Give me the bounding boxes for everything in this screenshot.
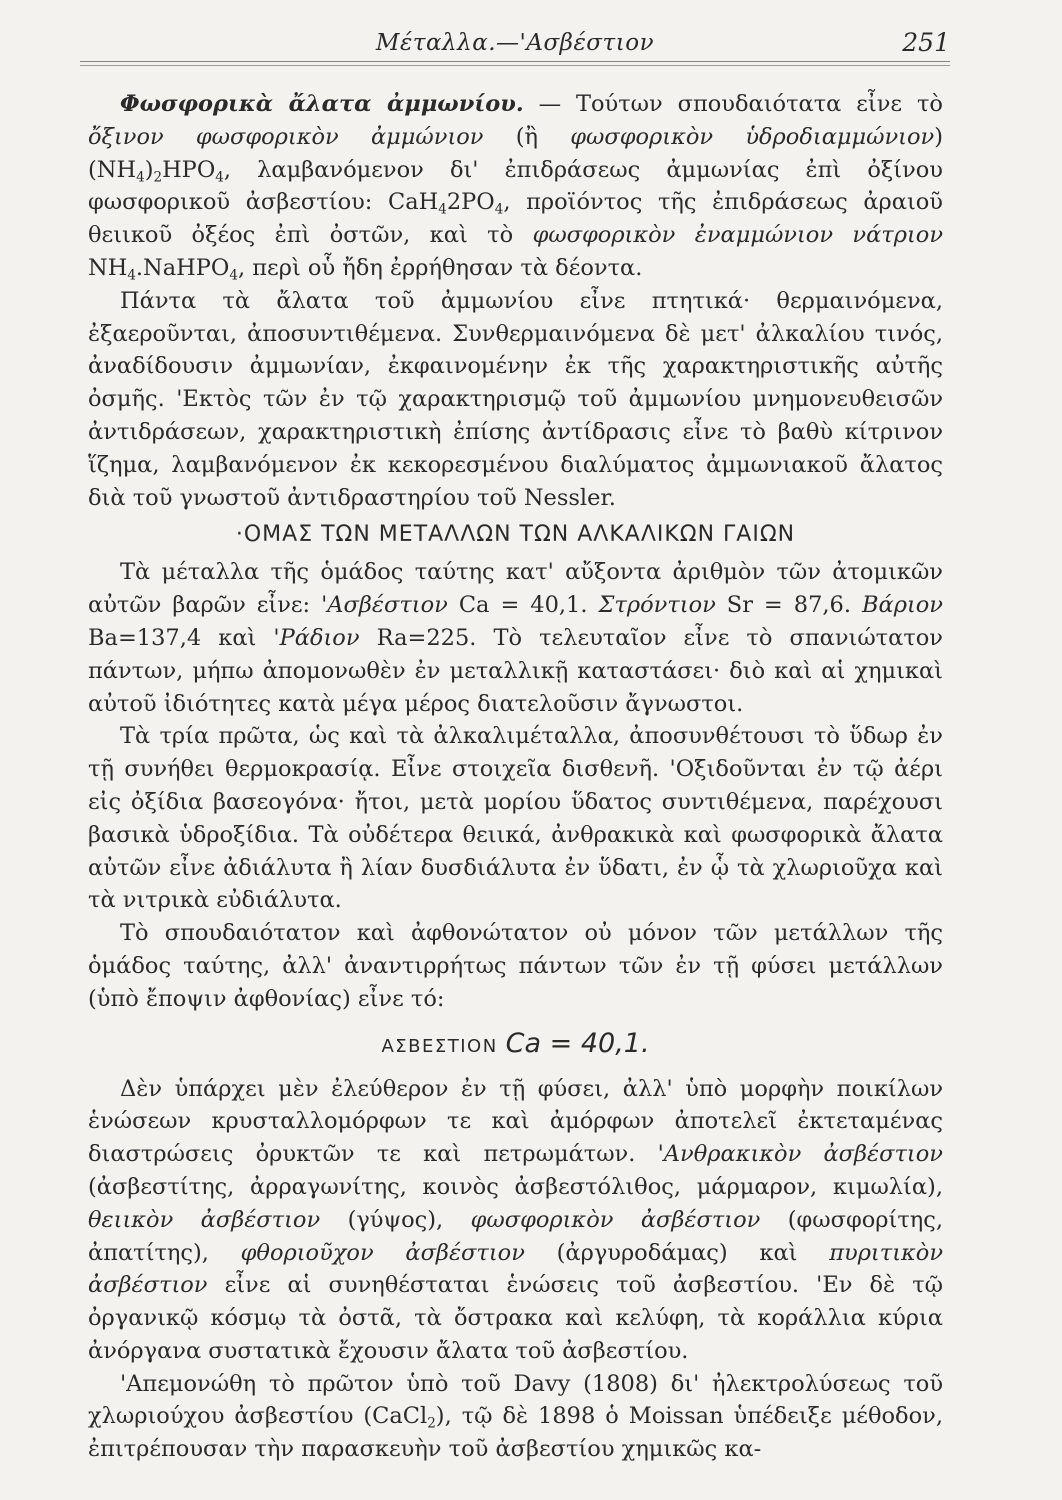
paragraph-calcium-isolation: [88, 1368, 943, 1466]
text-run: (ἢ: [483, 123, 571, 150]
text-run: (γύψος),: [320, 1206, 471, 1233]
subscript: 4: [127, 267, 136, 284]
text-run: Δὲν ὑπάρχει μὲν ἐλεύθερον ἐν τῇ φύσει, ἀλλ' ὑπὸ μορφὴν ποικίλων ἑνώσεων κρυσταλλομόρφων τε καὶ ἀμόρφων ἀποτελεῖ ἐκτεταμένας διαστρώσεις ὀρυκτῶν τε καὶ πετρωμάτων.: [88, 1075, 943, 1168]
header-rule: [80, 61, 950, 66]
page-header: [80, 20, 950, 66]
subscript: 2: [153, 169, 163, 186]
italic-term: Βάριον: [861, 592, 943, 619]
italic-term: πυριτικὸν ἀσβέστιον: [88, 1239, 943, 1299]
paragraph-title: Φωσφορικὰ ἄλατα ἀμμωνίου.: [120, 91, 524, 117]
text-run: Τὰ μέταλλα τῆς ὁμάδος ταύτης κατ' αὔξοντα ἀριθμὸν τῶν ἀτομικῶν αὐτῶν βαρῶν εἶνε:: [88, 559, 943, 619]
text-run: Ba=137,4 καὶ: [88, 624, 274, 651]
text-run: , περὶ οὗ ἤδη ἐρρήθησαν τὰ δέοντα.: [237, 254, 643, 281]
italic-term: 'Ασβέστιον: [321, 592, 448, 619]
italic-term: 'Ανθρακικὸν ἀσβέστιον: [657, 1141, 943, 1168]
italic-term: φωσφορικὸν ἀσβέστιον: [470, 1206, 761, 1233]
text-run: εἶνε αἱ συνηθέσταται ἑνώσεις τοῦ ἀσβεστίου. 'Εν δὲ τῷ ὀργανικῷ κόσμῳ τὰ ὀστᾶ, τὰ ὄστρακα καὶ κελύφη, τὰ κοράλλια κύρια ἀνόργανα συστατικὰ ἔχουσιν ἄλατα τοῦ ἀσβεστίου.: [88, 1272, 943, 1364]
subscript: 4: [215, 169, 224, 186]
page-body: [88, 88, 943, 1466]
text-run: (φωσφορίτης, ἀπατίτης),: [88, 1206, 944, 1266]
italic-term: φωσφορικὸν ὑδροδιαμμώνιον: [570, 123, 935, 150]
text-run: Ra=225. Τὸ τελευταῖον εἶνε τὸ σπανιώτατον πάντων, μήπω ἀπομονωθὲν ἐν μεταλλικῇ καταστάσει· διὸ καὶ αἱ χημικαὶ αὐτοῦ ἰδιότητες κατὰ μέγα μέρος διατελοῦσιν ἄγνωστοι.: [88, 624, 943, 717]
italic-term: 'Ράδιον: [273, 624, 360, 651]
text-run: 'Απεμονώθη τὸ πρῶτον ὑπὸ τοῦ Davy (1808) δι' ἠλεκτρολύσεως τοῦ χλωριούχου ἀσβεστίου (CaCl: [88, 1370, 943, 1430]
element-heading: [88, 1024, 943, 1067]
text-run: ) (NH: [88, 123, 943, 183]
text-run: Ca = 40,1.: [447, 592, 599, 619]
italic-term: Στρόντιον: [598, 592, 716, 619]
text-run: ), τῷ δὲ 1898 ὁ Moissan ὑπέδειξε μέθοδον, ἐπιτρέπουσαν τὴν παρασκευὴν τοῦ ἀσβεστίου χημικῶς κα-: [88, 1403, 943, 1463]
subscript: 4: [229, 267, 238, 284]
text-run: (ἀσβεστίτης, ἀρραγωνίτης, κοινὸς ἀσβεστόλιθος, μάρμαρον, κιμωλία),: [88, 1173, 943, 1200]
subscript: 4: [136, 169, 145, 186]
text-run: Sr = 87,6.: [715, 592, 862, 619]
text-run: NH: [88, 254, 128, 281]
text-run: 2PO: [446, 189, 495, 216]
italic-term: ὄξινον φωσφορικὸν ἀμμώνιον: [88, 123, 484, 150]
text-run: , προϊόντος τῆς ἐπιδράσεως ἀραιοῦ θειικοῦ ὀξέος ἐπὶ ὀστῶν, καὶ τὸ: [88, 189, 943, 249]
subscript: 4: [438, 202, 447, 219]
paragraph-calcium-intro: Τὸ σπουδαιότατον καὶ ἀφθονώτατον οὐ μόνον τῶν μετάλλων τῆς ὁμάδος ταύτης, ἀλλ' ἀναντιρρήτως πάντων τῶν ἐν τῇ φύσει μετάλλων (ὑπὸ ἔποψιν ἀφθονίας) εἶνε τό:: [88, 920, 943, 1012]
section-heading: ·ΟΜΑΣ ΤΩΝ ΜΕΤΑΛΛΩΝ ΤΩΝ ΑΛΚΑΛΙΚΩΝ ΓΑΙΩΝ: [235, 522, 796, 548]
italic-term: φθοριοῦχον ἀσβέστιον: [240, 1239, 525, 1266]
paragraph-ammonium-salts: Πάντα τὰ ἄλατα τοῦ ἀμμωνίου εἶνε πτητικά· θερμαινόμενα, ἐξαεροῦνται, ἀποσυντιθέμενα. Συνθερμαινόμενα δὲ μετ' ἀλκαλίου τινός, ἀναδίδουσιν ἀμμωνίαν, ἐκφαινομένην ἐκ τῆς χαρακτηριστικῆς αὐτῆς ὀσμῆς. 'Εκτὸς τῶν ἐν τῷ χαρακτηρισμῷ τοῦ ἀμμωνίου μνημονευθεισῶν ἀντιδράσεων, χαρακτηριστικὴ ἐπίσης ἀντίδρασις εἶνε τὸ βαθὺ κίτρινον ἵζημα, λαμβανόμενον ἐκ κεκορεσμένου διαλύματος ἀμμωνιακοῦ ἄλατος διὰ τοῦ γνωστοῦ ἀντιδραστηρίου τοῦ Nessler.: [88, 287, 943, 511]
element-name: ΑΣΒΕΣΤΙΟΝ: [381, 1035, 498, 1057]
text-run: ): [144, 156, 154, 183]
page-number: 251: [902, 28, 950, 57]
subscript: 2: [427, 1416, 436, 1433]
paragraph-calcium-occurrence: [88, 1073, 943, 1368]
running-title: Μέταλλα.—'Ασβέστιον: [375, 30, 655, 56]
text-run: (ἀργυροδάμας) καὶ: [524, 1239, 830, 1266]
text-run: HPO: [162, 156, 216, 183]
text-run: — Τούτων σπουδαιότατα εἶνε τὸ: [523, 91, 943, 117]
element-formula: Ca = 40,1.: [505, 1027, 650, 1059]
subscript: 4: [494, 202, 504, 219]
paragraph-properties: Τὰ τρία πρῶτα, ὡς καὶ τὰ ἀλκαλιμέταλλα, ἀποσυνθέτουσι τὸ ὕδωρ ἐν τῇ συνήθει θερμοκρασίᾳ. Εἶνε στοιχεῖα δισθενῆ. 'Οξιδοῦνται ἐν τῷ ἀέρι εἰς ὀξίδια βασεογόνα· ἤτοι, μετὰ μορίου ὕδατος συντιθέμενα, παρέχουσι βασικὰ ὑδροξίδια. Τὰ οὐδέτερα θειικά, ἀνθρακικὰ καὶ φωσφορικὰ ἄλατα αὐτῶν εἶνε ἀδιάλυτα ἢ λίαν δυσδιάλυτα ἐν ὕδατι, ἐν ᾧ τὰ χλωριοῦχα καὶ τὰ νιτρικὰ εὐδιάλυτα.: [88, 723, 943, 914]
paragraph-alkaline-earth-metals: [88, 556, 943, 720]
text-run: .NaHPO: [135, 254, 230, 281]
text-run: , λαμβανόμενον δι' ἐπιδράσεως ἀμμωνίας ἐπὶ ὀξίνου φωσφορικοῦ ἀσβεστίου: CaH: [88, 156, 943, 216]
paragraph-ammonium-phosphates: [88, 88, 943, 285]
italic-term: φωσφορικὸν ἐναμμώνιον νάτριον: [532, 222, 944, 249]
italic-term: θειικὸν ἀσβέστιον: [88, 1206, 321, 1233]
